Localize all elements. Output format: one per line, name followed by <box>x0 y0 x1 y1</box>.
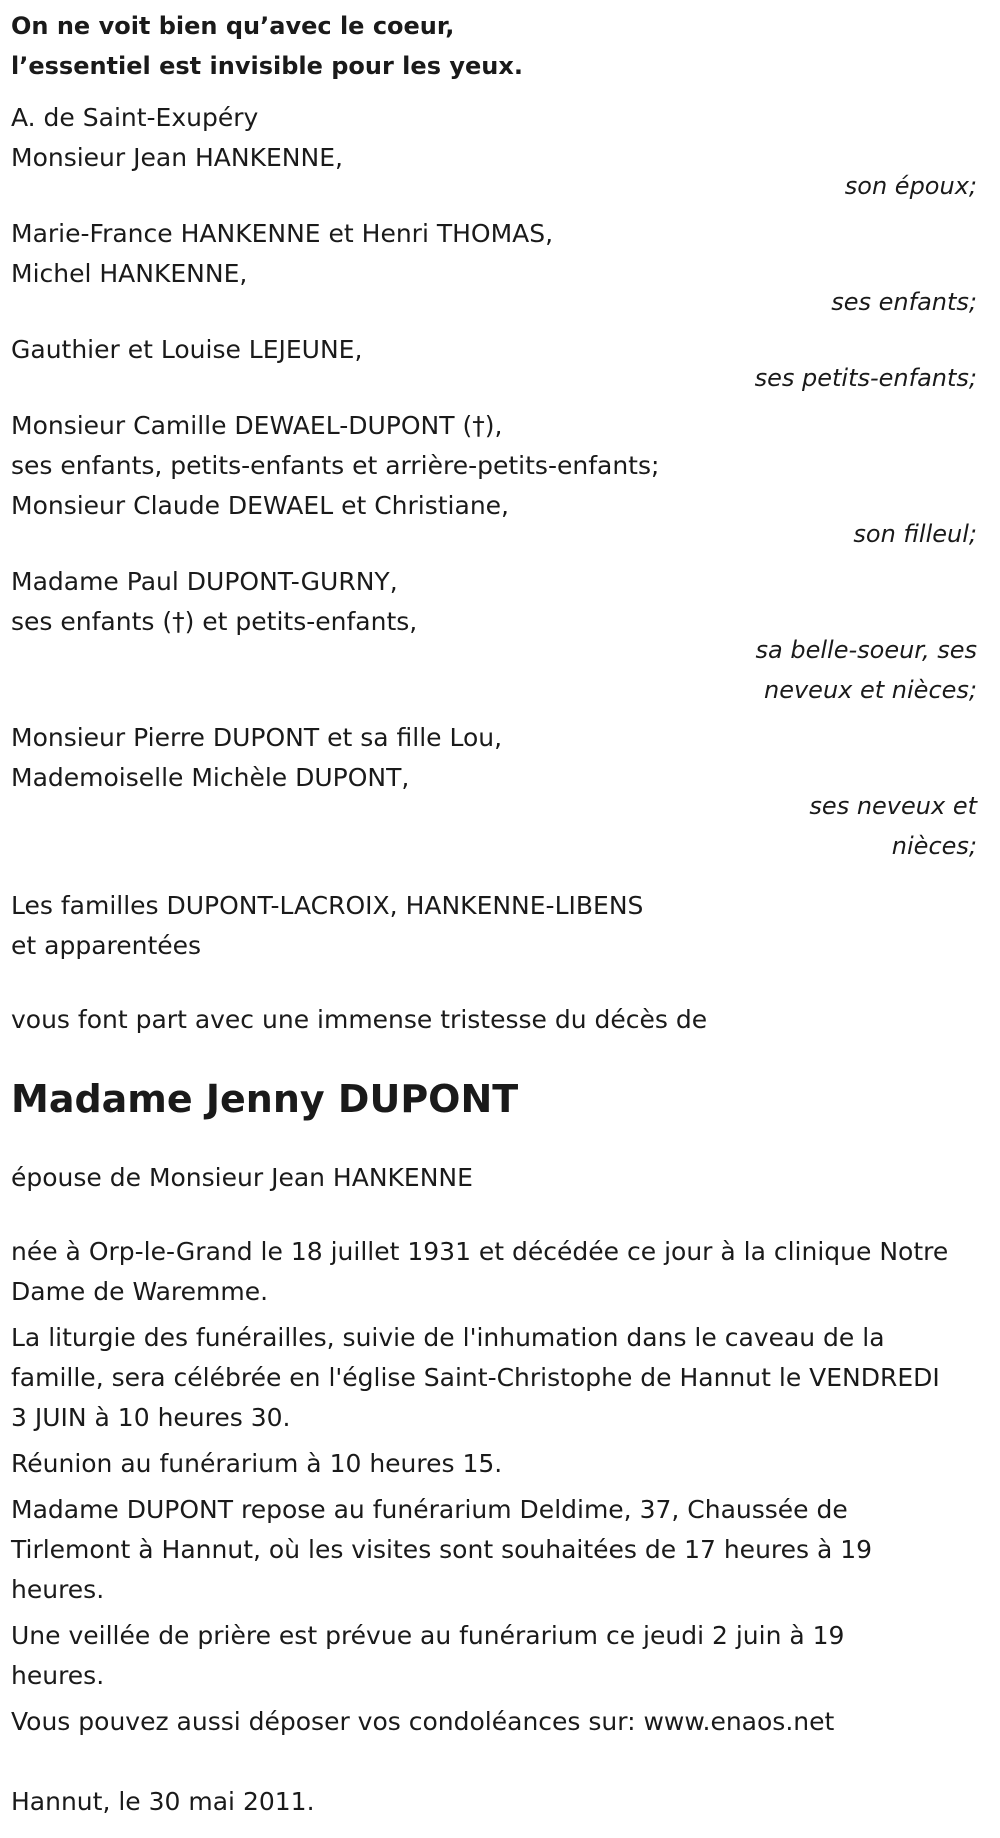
announcement: vous font part avec une immense tristesse du décès de <box>11 1005 708 1034</box>
family-line: Michel HANKENNE, <box>11 259 248 288</box>
quote-line: On ne voit bien qu’avec le coeur, <box>11 12 455 40</box>
families-line: Les familles DUPONT-LACROIX, HANKENNE-LIBENS <box>11 891 644 920</box>
detail-paragraph <box>11 1232 989 1312</box>
detail-line: née à Orp-le-Grand le 18 juillet 1931 et décédée ce jour à la clinique Notre <box>11 1237 949 1266</box>
family-line: Monsieur Pierre DUPONT et sa fille Lou, <box>11 723 503 752</box>
detail-paragraph <box>11 1702 989 1742</box>
quote <box>11 6 989 86</box>
deceased-name: Madame Jenny DUPONT <box>11 1077 519 1121</box>
family-line: ses enfants (†) et petits-enfants, <box>11 607 418 636</box>
family-line: Madame Paul DUPONT-GURNY, <box>11 567 398 596</box>
quote-author: A. de Saint-Exupéry <box>11 103 259 132</box>
family-role: son époux; <box>844 172 977 200</box>
quote-line: l’essentiel est invisible pour les yeux. <box>11 52 523 80</box>
detail-line: Tirlemont à Hannut, où les visites sont souhaitées de 17 heures à 19 <box>11 1535 873 1564</box>
obituary <box>0 6 1000 1822</box>
family-role: sa belle-soeur, ses <box>755 636 977 664</box>
family-role: ses neveux et <box>809 792 977 820</box>
detail-paragraph <box>11 1318 989 1438</box>
family-role: neveux et nièces; <box>764 676 977 704</box>
families-line: et apparentées <box>11 931 202 960</box>
family-line: Monsieur Jean HANKENNE, <box>11 143 343 172</box>
detail-line: heures. <box>11 1661 105 1690</box>
family-role: son filleul; <box>853 520 977 548</box>
detail-paragraph <box>11 1444 989 1484</box>
detail-line: La liturgie des funérailles, suivie de l'inhumation dans le caveau de la <box>11 1323 885 1352</box>
detail-line: 3 JUIN à 10 heures 30. <box>11 1403 291 1432</box>
spouse-line: épouse de Monsieur Jean HANKENNE <box>11 1163 473 1192</box>
detail-line: Dame de Waremme. <box>11 1277 269 1306</box>
family-role: ses enfants; <box>831 288 977 316</box>
family-role: nièces; <box>891 832 977 860</box>
family-line: Mademoiselle Michèle DUPONT, <box>11 763 410 792</box>
family-entry <box>11 330 989 406</box>
family-line: Monsieur Camille DEWAEL-DUPONT (†), <box>11 411 503 440</box>
family-line: Gauthier et Louise LEJEUNE, <box>11 335 363 364</box>
family-list <box>11 138 989 874</box>
family-line: Marie-France HANKENNE et Henri THOMAS, <box>11 219 554 248</box>
detail-line: Réunion au funérarium à 10 heures 15. <box>11 1449 503 1478</box>
signoff: Hannut, le 30 mai 2011. <box>11 1787 315 1816</box>
family-entry <box>11 214 989 330</box>
detail-paragraph <box>11 1616 989 1696</box>
family-entry <box>11 406 989 562</box>
family-entry <box>11 562 989 718</box>
detail-line: famille, sera célébrée en l'église Saint-Christophe de Hannut le VENDREDI <box>11 1363 940 1392</box>
detail-paragraph <box>11 1490 989 1610</box>
detail-line: Vous pouvez aussi déposer vos condoléances sur: www.enaos.net <box>11 1707 835 1736</box>
details <box>11 1232 989 1742</box>
family-entry <box>11 138 989 214</box>
family-line: ses enfants, petits-enfants et arrière-petits-enfants; <box>11 451 660 480</box>
family-role: ses petits-enfants; <box>754 364 977 392</box>
family-entry <box>11 718 989 874</box>
detail-line: heures. <box>11 1575 105 1604</box>
detail-line: Madame DUPONT repose au funérarium Deldime, 37, Chaussée de <box>11 1495 848 1524</box>
detail-line: Une veillée de prière est prévue au funérarium ce jeudi 2 juin à 19 <box>11 1621 845 1650</box>
family-line: Monsieur Claude DEWAEL et Christiane, <box>11 491 509 520</box>
